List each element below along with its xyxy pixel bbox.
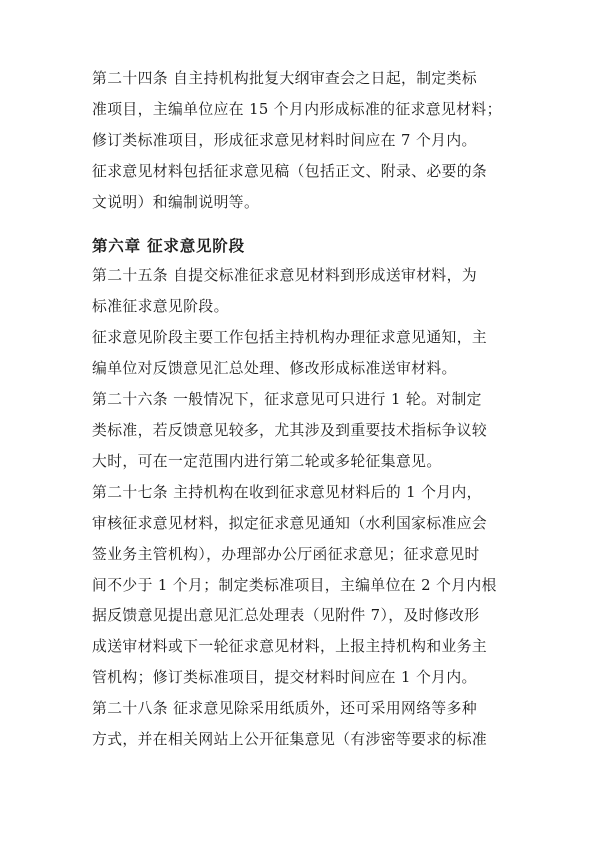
article-24-materials-paragraph: 征求意见材料包括征求意见稿（包括正文、附录、必要的条 文说明）和编制说明等。	[92, 162, 488, 211]
article-25-paragraph: 第二十五条 自提交标准征求意见材料到形成送审材料，为 标准征求意见阶段。	[92, 267, 478, 316]
article-24-paragraph: 第二十四条 自主持机构批复大纲审查会之日起，制定类标 准项目，主编单位应在 15 个月内形成标准的征求意见材料； 修订类标准项目，形成征求意见材料时间应在 7 个月内。	[92, 70, 502, 149]
chapter-heading: 第六章 征求意见阶段	[92, 236, 245, 255]
article-28-paragraph: 第二十八条 征求意见除采用纸质外，还可采用网络等多种 方式，并在相关网站上公开征集意见（有涉密等要求的标准	[92, 700, 488, 749]
article-27-paragraph: 第二十七条 主持机构在收到征求意见材料后的 1 个月内， 审核征求意见材料，拟定征求意见通知（水利国家标准应会 签业务主管机构），办理部办公厅函征求意见；征求意见时 间不少于 1 个月；制定类标准项目，主编单位在 2 个月内根 据反馈意见提出意见汇总处理表（见附件 7），及时修改形 成送审材料或下一轮征求意见材料，上报主持机构和业务主 管机构；修订类标准项目，提交材料时间应在 1 个月内。	[92, 483, 497, 687]
document-body	[92, 64, 516, 756]
stage-work-paragraph: 征求意见阶段主要工作包括主持机构办理征求意见通知，主 编单位对反馈意见汇总处理、修改形成标准送审材料。	[92, 329, 488, 378]
article-26-paragraph: 第二十六条 一般情况下，征求意见可只进行 1 轮。对制定 类标准，若反馈意见较多，尤其涉及到重要技术指标争议较 大时，可在一定范围内进行第二轮或多轮征集意见。	[92, 391, 488, 470]
